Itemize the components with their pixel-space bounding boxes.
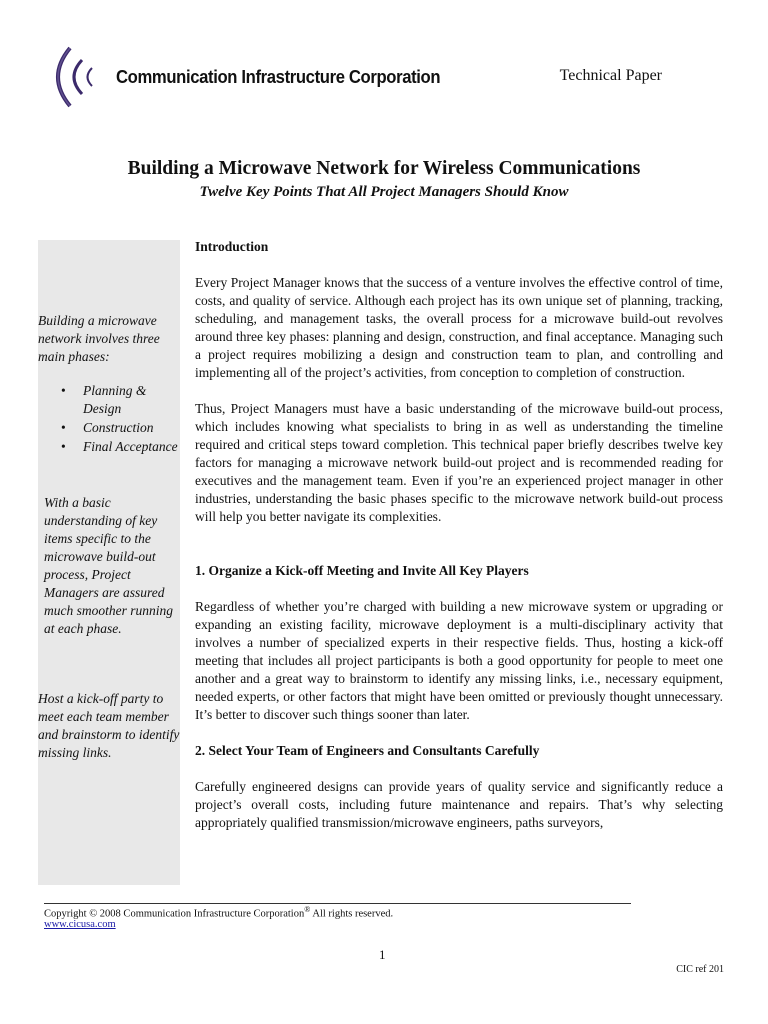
footer-divider <box>44 903 631 904</box>
copyright-text: Copyright © 2008 Communication Infrastructure Corporation <box>44 908 305 920</box>
section-2-paragraph: Carefully engineered designs can provide years of quality service and significantly reduce a project’s overall costs, including future maintenance and repairs. That’s why selecting appropriately qualified transmission/microwave engineers, paths surveyors, <box>195 779 723 830</box>
sidebar-understanding-note: With a basic understanding of key items specific to the microwave build-out process, Project Managers are assured much smoother running at each phase. <box>44 495 173 636</box>
phases-list <box>38 382 178 457</box>
intro-paragraph-2: Thus, Project Managers must have a basic understanding of the microwave build-out process, which includes knowing what specialists to bring in as well as understanding the timeline required and critical steps toward completion. This technical paper briefly describes twelve key factors for managing a microwave network build-out project and is recommended reading for executives and the management team. Even if you’re an experienced project manager in other industries, understanding the basic phases specific to the microwave network build-out process will help you better navigate its complexities. <box>195 401 723 524</box>
rights-text: All rights reserved. <box>310 908 394 920</box>
reference-code: CIC ref 201 <box>676 964 724 975</box>
phase-item: • Planning & Design <box>38 382 178 418</box>
website-link[interactable]: www.cicusa.com <box>44 919 116 930</box>
document-subtitle: Twelve Key Points That All Project Managers Should Know <box>199 184 569 200</box>
section-1-paragraph: Regardless of whether you’re charged with building a new microwave system or upgrading or expanding an existing facility, microwave deployment is a multi-disciplinary activity that involves a number of specialized experts in their respective fields. Thus, hosting a kick-off meeting that includes all project participants is both a good opportunity for people to meet one another and a great way to brainstorm to identify any missing links, i.e., necessary equipment, needed experts, or other factors that might have been omitted or previously thought unnecessary. It’s better to discover such things sooner than later. <box>195 599 723 722</box>
company-name: Communication Infrastructure Corporation <box>116 66 441 87</box>
document-title: Building a Microwave Network for Wireless Communications <box>127 158 641 179</box>
main-content <box>195 238 723 832</box>
paper-type-label: Technical Paper <box>559 67 662 84</box>
sidebar-phases-intro: Building a microwave network involves three main phases: <box>38 313 160 364</box>
registered-mark: ® <box>304 905 311 914</box>
concentric-arcs-logo-icon <box>40 42 112 112</box>
intro-heading: Introduction <box>195 239 269 254</box>
section-2-heading: 2. Select Your Team of Engineers and Consultants Carefully <box>195 743 540 758</box>
phase-item: • Construction <box>38 419 178 437</box>
copyright-notice <box>44 905 393 920</box>
intro-paragraph-1: Every Project Manager knows that the success of a venture involves the effective control of time, costs, and quality of service. Although each project has its own unique set of planning, tracking, scheduling, and management tasks, the overall process for a microwave build-out revolves around three key phases: planning and design, construction, and final acceptance. Managing such a project requires mobilizing a design and construction team to plan, and controlling and implementing all of the project’s activities, from conception to completion of construction. <box>195 275 723 380</box>
page-number: 1 <box>379 947 386 962</box>
phase-item: • Final Acceptance <box>38 438 178 456</box>
section-1-heading: 1. Organize a Kick-off Meeting and Invite All Key Players <box>195 563 529 578</box>
sidebar-kickoff-note: Host a kick-off party to meet each team member and brainstorm to identify missing links. <box>38 691 180 760</box>
